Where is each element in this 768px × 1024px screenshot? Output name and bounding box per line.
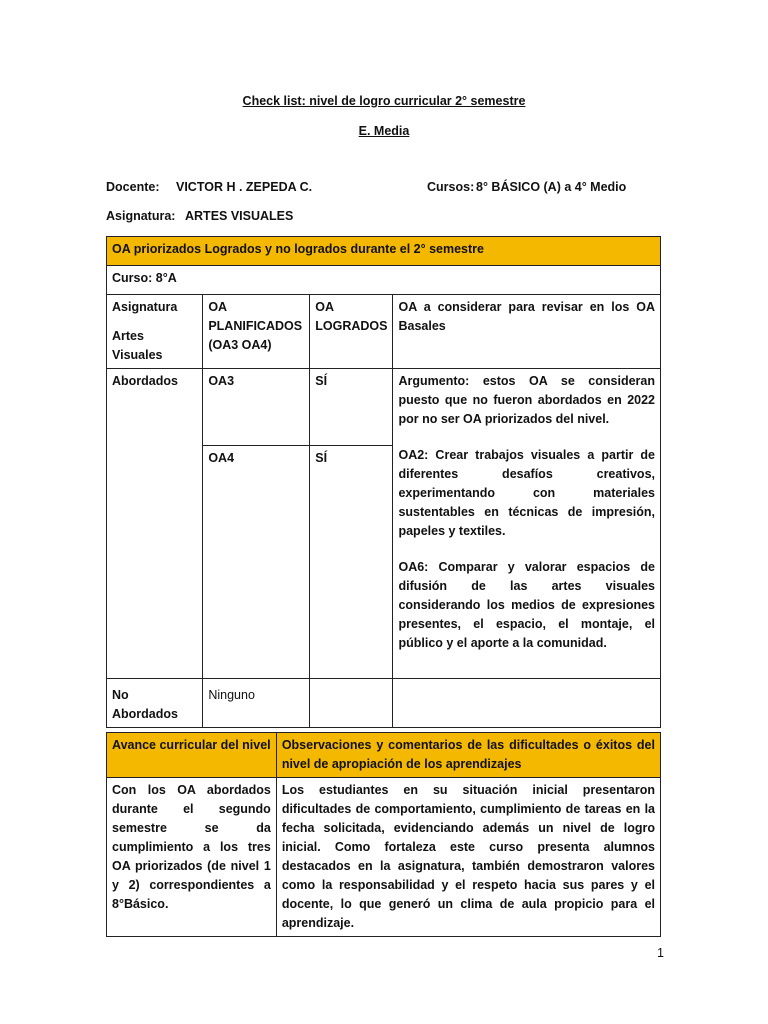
ninguno-cell: Ninguno — [203, 679, 310, 728]
avance-table — [106, 732, 661, 937]
oa3-logrado-cell: SÍ — [310, 369, 393, 446]
asignatura-value: ARTES VISUALES — [185, 209, 294, 223]
oa-table — [106, 236, 661, 728]
oa-logrados-header: OA LOGRADOS — [310, 295, 393, 369]
oa-planificados-header: OA PLANIFICADOS (OA3 OA4) — [203, 295, 310, 369]
asignatura-header-text: Asignatura — [112, 300, 178, 314]
docente-label: Docente: — [106, 180, 160, 194]
observaciones-header: Observaciones y comentarios de las dificultades o éxitos del nivel de apropiación de los aprendizajes — [276, 733, 660, 778]
oa-revisar-cell — [393, 369, 661, 679]
avance-content-row — [107, 778, 661, 937]
argumento-text: Argumento: estos OA se consideran puesto que no fueron abordados en 2022 por no ser OA priorizados del nivel. — [398, 374, 655, 426]
no-abordados-row — [107, 679, 661, 728]
oa4-logrado-cell: SÍ — [310, 446, 393, 679]
no-abordados-revisar-cell — [393, 679, 661, 728]
abordados-row — [107, 369, 661, 446]
abordados-continuation — [107, 446, 203, 679]
page-number: 1 — [657, 946, 664, 960]
document-subtitle: E. Media — [358, 124, 410, 138]
oa-table-header-row — [107, 237, 661, 266]
oa6-text: OA6: Comparar y valorar espacios de difusión de las artes visuales considerando los medios de expresiones presentes, el espacio, el montaje, el público y el aporte a la comunidad. — [398, 560, 655, 650]
curso-row — [107, 266, 661, 295]
avance-header-row — [107, 733, 661, 778]
observaciones-cell: Los estudiantes en su situación inicial presentaron dificultades de comportamiento, cumplimiento de tareas en la fecha solicitada, evidenciando además un nivel de logro inicial. Como fortaleza este curso presenta alumnos destacados en la asignatura, también demostraron valores como la responsabilidad y el respeto hacia sus pares y el docente, lo que generó un clima de aula propicio para el aprendizaje. — [276, 778, 660, 937]
document-title: Check list: nivel de logro curricular 2° semestre — [242, 94, 526, 108]
curso-cell: Curso: 8°A — [107, 266, 661, 295]
no-abordados-label: No Abordados — [107, 679, 203, 728]
oa-revisar-header: OA a considerar para revisar en los OA Basales — [393, 295, 661, 369]
oa4-cell: OA4 — [203, 446, 310, 679]
asignatura-header-cell — [107, 295, 203, 369]
oa2-text: OA2: Crear trabajos visuales a partir de diferentes desafíos creativos, experimentando con materiales sustentables en técnicas de impresión, papeles y textiles. — [398, 448, 655, 538]
cursos-label: Cursos: — [427, 180, 475, 194]
oa3-cell: OA3 — [203, 369, 310, 446]
oa-table-header: OA priorizados Logrados y no logrados durante el 2° semestre — [107, 237, 661, 266]
avance-header: Avance curricular del nivel — [107, 733, 277, 778]
avance-cell: Con los OA abordados durante el segundo semestre se da cumplimiento a los tres OA priorizados (de nivel 1 y 2) correspondientes a 8°Básico. — [107, 778, 277, 937]
no-abordados-logrados-cell — [310, 679, 393, 728]
docente-value: VICTOR H . ZEPEDA C. — [176, 180, 313, 194]
asignatura-label: Asignatura: — [106, 209, 176, 223]
cursos-value: 8° BÁSICO (A) a 4° Medio — [476, 180, 627, 194]
column-header-row — [107, 295, 661, 369]
artes-visuales-text: Artes Visuales — [112, 329, 163, 362]
abordados-label: Abordados — [107, 369, 203, 446]
